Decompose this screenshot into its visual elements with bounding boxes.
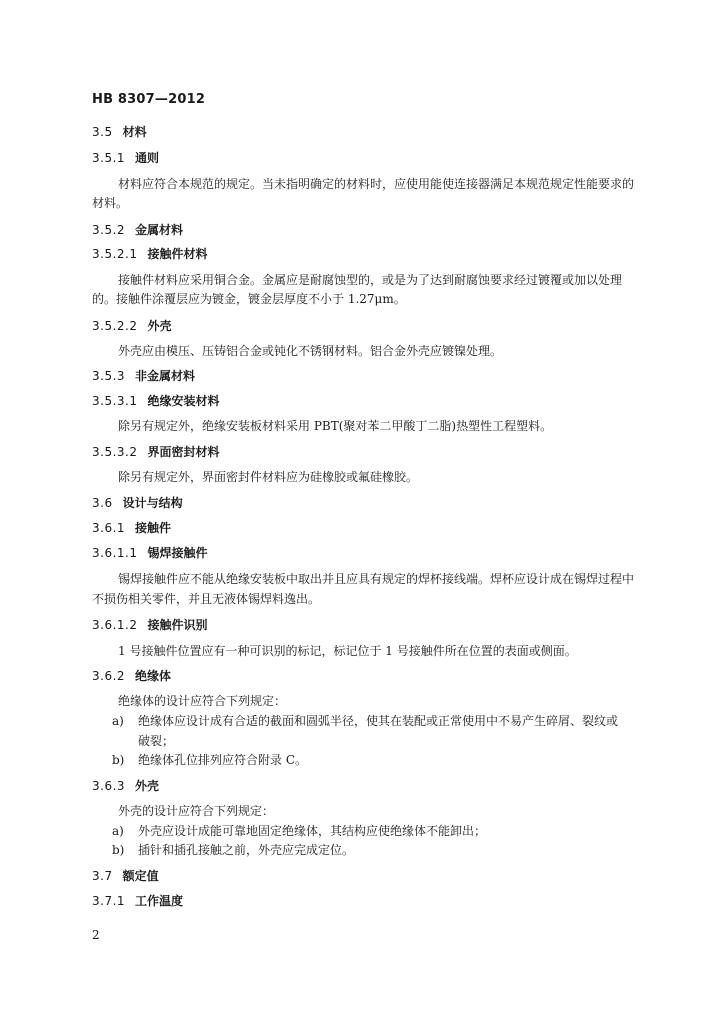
section-heading: 3.5.3 非金属材料 (92, 369, 196, 383)
section-heading: 3.6.1 接触件 (92, 521, 172, 535)
section-heading: 3.5.1 通则 (92, 151, 160, 165)
list-item: a) 外壳应设计成能可靠地固定绝缘体，其结构应使绝缘体不能卸出； (112, 824, 487, 838)
list-item-continuation: 破裂； (138, 734, 175, 748)
section-heading: 3.6.1.2 接触件识别 (92, 618, 208, 632)
paragraph-line: 绝缘体的设计应符合下列规定： (118, 694, 287, 708)
paragraph-line: 的。接触件涂覆层应为镀金，镀金层厚度不小于 1.27μm。 (92, 292, 406, 306)
list-item: b) 插针和插孔接触之前，外壳应完成定位。 (112, 843, 355, 857)
paragraph-line: 除另有规定外，界面密封件材料应为硅橡胶或氟硅橡胶。 (118, 470, 419, 484)
paragraph-line: 1 号接触件位置应有一种可识别的标记，标记位于 1 号接触件所在位置的表面或侧面。 (118, 644, 577, 658)
section-heading: 3.5.3.2 界面密封材料 (92, 445, 220, 459)
list-item: a) 绝缘体应设计成有合适的截面和圆弧半径，使其在装配或正常使用中不易产生碎屑、裂纹或 (112, 714, 619, 728)
paragraph-line: 锡焊接触件应不能从绝缘安装板中取出并且应具有规定的焊杯接线端。焊杯应设计成在锡焊过程中 (118, 572, 635, 586)
section-heading: 3.6.3 外壳 (92, 779, 160, 793)
section-heading: 3.5.2.1 接触件材料 (92, 247, 208, 261)
paragraph-line: 外壳的设计应符合下列规定： (118, 804, 275, 818)
section-heading: 3.6.2 绝缘体 (92, 669, 172, 683)
paragraph-line: 外壳应由模压、压铸铝合金或钝化不锈钢材料。铝合金外壳应镀镍处理。 (118, 344, 503, 358)
paragraph-line: 材料。 (92, 196, 129, 210)
section-heading: 3.5.3.1 绝缘安装材料 (92, 394, 220, 408)
paragraph-line: 除另有规定外，绝缘安装板材料采用 PBT(聚对苯二甲酸丁二脂)热塑性工程塑料。 (118, 419, 553, 433)
section-heading: 3.6.1.1 锡焊接触件 (92, 546, 208, 560)
section-heading: 3.5.2.2 外壳 (92, 319, 172, 333)
paragraph-line: 材料应符合本规范的规定。当未指明确定的材料时，应使用能使连接器满足本规范规定性能要求的 (118, 177, 635, 191)
paragraph-line: 不损伤相关零件，并且无液体锡焊料逸出。 (92, 592, 321, 606)
section-heading: 3.6 设计与结构 (92, 496, 183, 510)
page-number: 2 (92, 928, 100, 942)
paragraph-line: 接触件材料应采用铜合金。金属应是耐腐蚀型的，或是为了达到耐腐蚀要求经过镀覆或加以处理 (118, 273, 623, 287)
section-heading: 3.5 材料 (92, 125, 147, 139)
section-heading: 3.7 额定值 (92, 869, 159, 883)
section-heading: 3.7.1 工作温度 (92, 894, 184, 908)
list-item: b) 绝缘体孔位排列应符合附录 C。 (112, 753, 307, 767)
section-heading: 3.5.2 金属材料 (92, 223, 184, 237)
standard-header: HB 8307—2012 (92, 92, 206, 107)
